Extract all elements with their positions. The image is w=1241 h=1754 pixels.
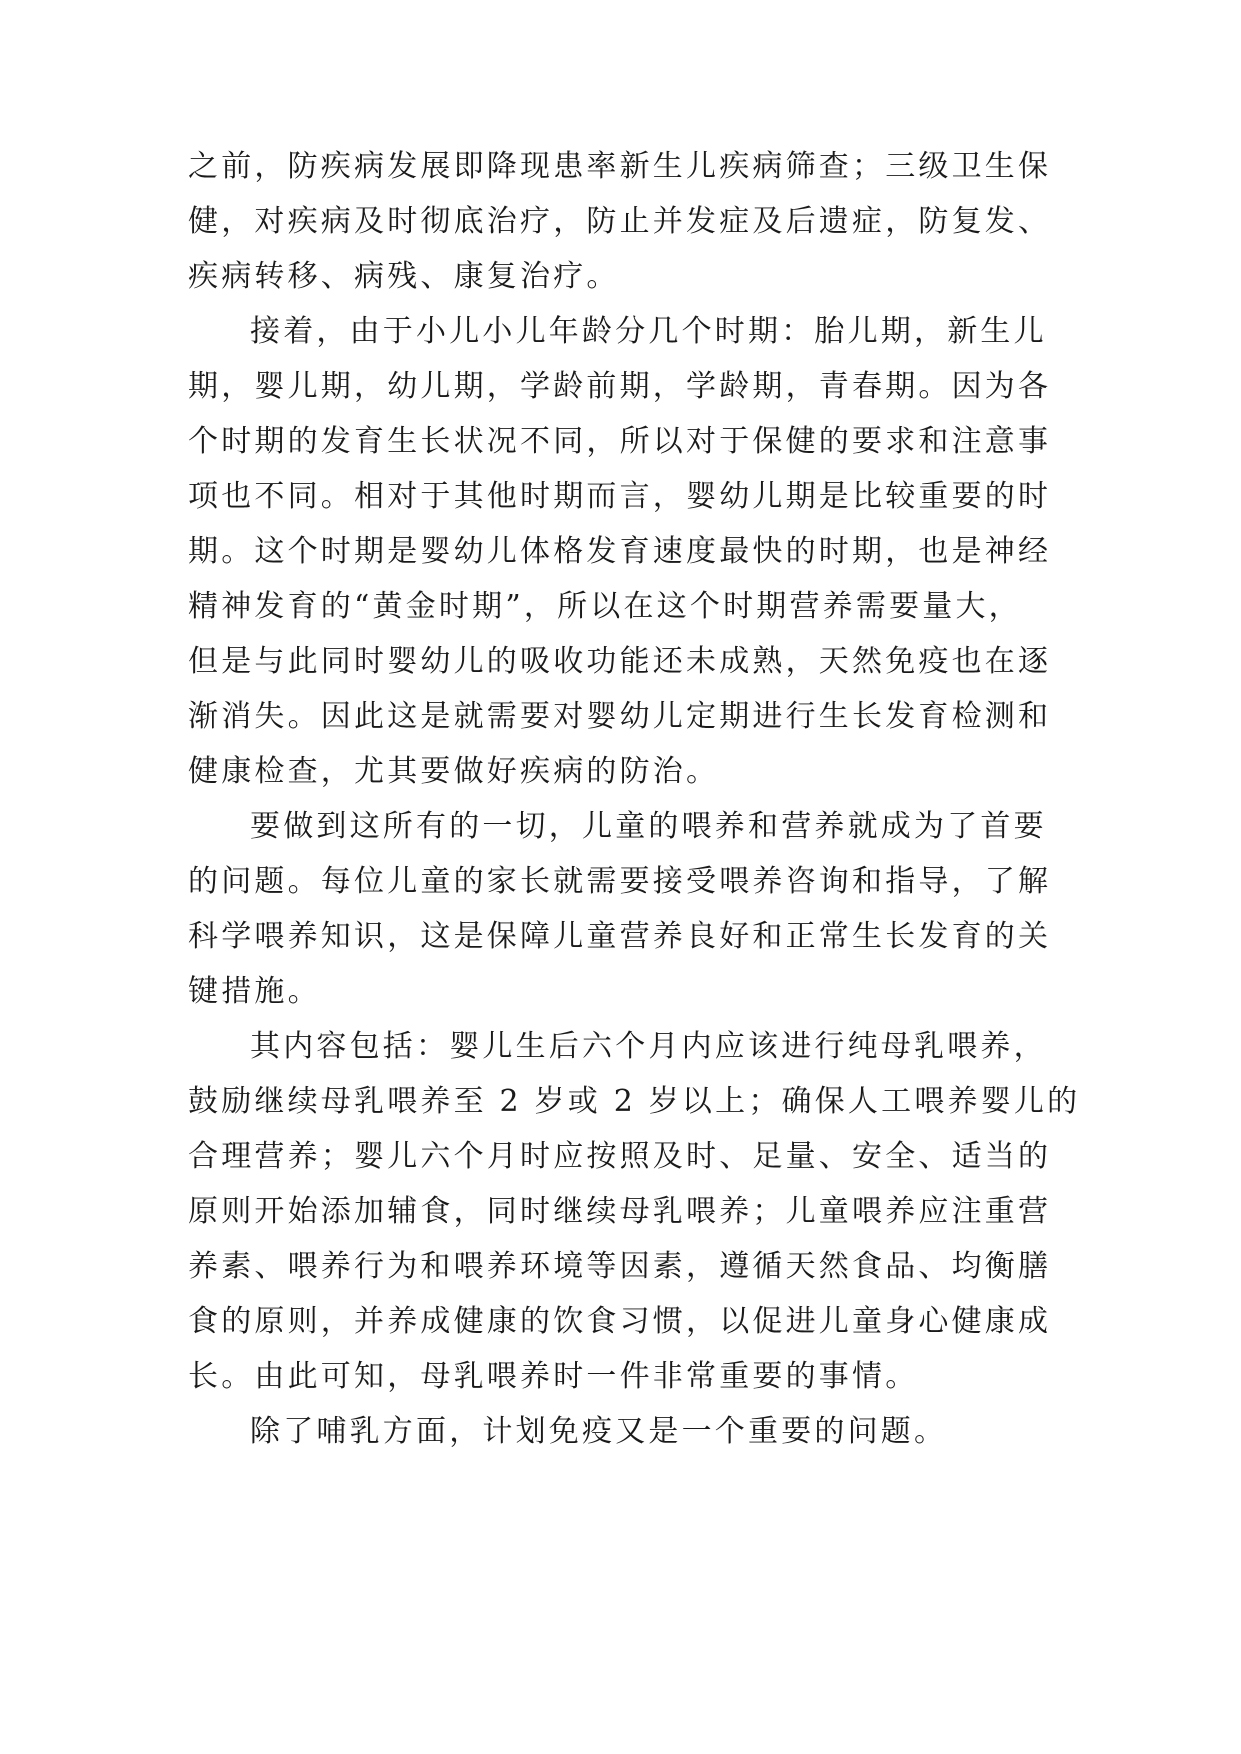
paragraph-3-line-2: 的问题。每位儿童的家长就需要接受喂养咨询和指导，了解 [188, 864, 1052, 899]
paragraph-3-line-3: 科学喂养知识，这是保障儿童营养良好和正常生长发育的关 [188, 919, 1052, 954]
paragraph-2-line-8: 渐消失。因此这是就需要对婴幼儿定期进行生长发育检测和 [188, 699, 1052, 734]
paragraph-1-line-2: 健，对疾病及时彻底治疗，防止并发症及后遗症，防复发、 [188, 204, 1052, 239]
paragraph-2-line-2: 期，婴儿期，幼儿期，学龄前期，学龄期，青春期。因为各 [188, 369, 1052, 404]
paragraph-4-line-1: 其内容包括：婴儿生后六个月内应该进行纯母乳喂养， [250, 1029, 1047, 1064]
paragraph-2-line-9: 健康检查，尤其要做好疾病的防治。 [188, 754, 720, 789]
paragraph-2-line-4: 项也不同。相对于其他时期而言，婴幼儿期是比较重要的时 [188, 479, 1052, 514]
paragraph-2-line-1: 接着，由于小儿小儿年龄分几个时期：胎儿期，新生儿 [250, 314, 1047, 349]
paragraph-2-line-6: 精神发育的“黄金时期”，所以在这个时期营养需要量大， [188, 589, 1022, 624]
paragraph-3-line-4: 键措施。 [188, 974, 321, 1009]
paragraph-4-line-3: 合理营养；婴儿六个月时应按照及时、足量、安全、适当的 [188, 1139, 1052, 1174]
paragraph-4-line-4: 原则开始添加辅食，同时继续母乳喂养；儿童喂养应注重营 [188, 1194, 1052, 1229]
paragraph-4-line-5: 养素、喂养行为和喂养环境等因素，遵循天然食品、均衡膳 [188, 1249, 1052, 1284]
paragraph-2-line-3: 个时期的发育生长状况不同，所以对于保健的要求和注意事 [188, 424, 1052, 459]
paragraph-2-line-5: 期。这个时期是婴幼儿体格发育速度最快的时期，也是神经 [188, 534, 1052, 569]
paragraph-1-line-1: 之前，防疾病发展即降现患率新生儿疾病筛查；三级卫生保 [188, 149, 1052, 184]
paragraph-3-line-1: 要做到这所有的一切，儿童的喂养和营养就成为了首要 [250, 809, 1047, 844]
paragraph-4-line-2: 鼓励继续母乳喂养至 2 岁或 2 岁以上；确保人工喂养婴儿的 [188, 1084, 1081, 1119]
paragraph-2-line-7: 但是与此同时婴幼儿的吸收功能还未成熟，天然免疫也在逐 [188, 644, 1052, 679]
paragraph-4-line-7: 长。由此可知，母乳喂养时一件非常重要的事情。 [188, 1359, 919, 1394]
paragraph-4-line-6: 食的原则，并养成健康的饮食习惯，以促进儿童身心健康成 [188, 1304, 1052, 1339]
paragraph-5-line-1: 除了哺乳方面，计划免疫又是一个重要的问题。 [250, 1414, 948, 1449]
paragraph-1-line-3: 疾病转移、病残、康复治疗。 [188, 259, 620, 294]
